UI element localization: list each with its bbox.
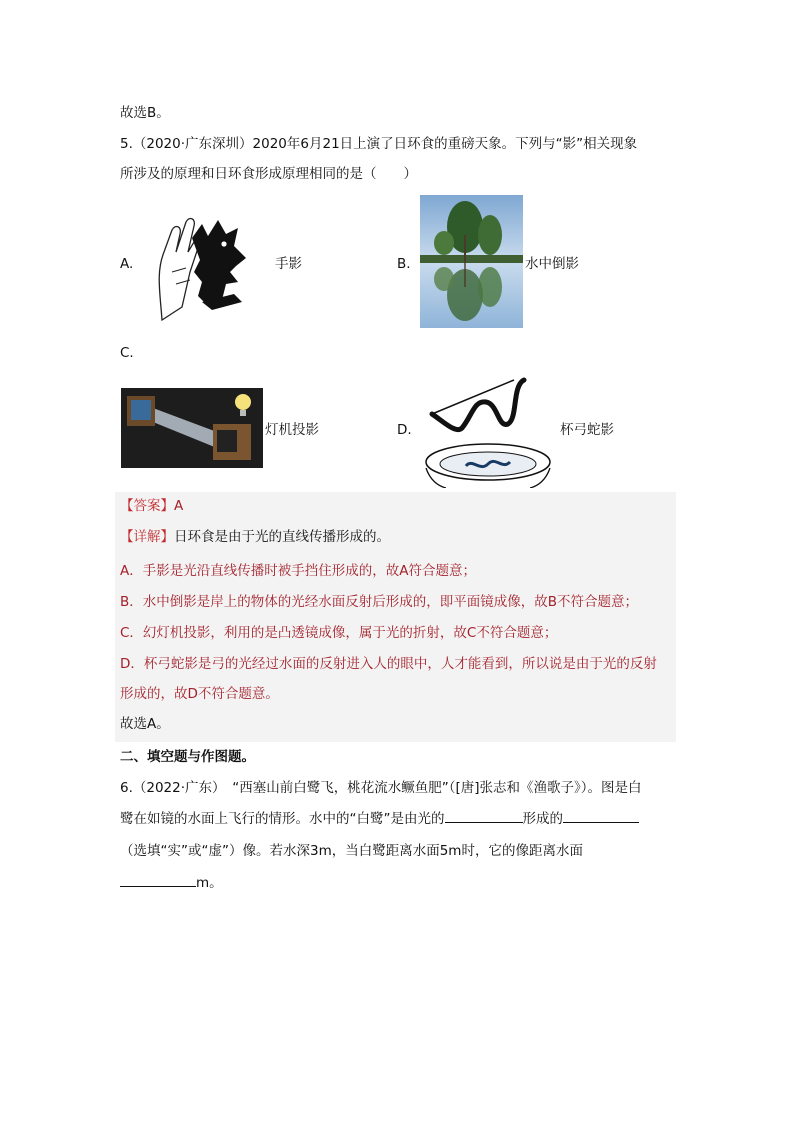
- analysis-b: B．水中倒影是岸上的物体的光经水面反射后形成的，即平面镜成像，故B不符合题意；: [120, 594, 639, 610]
- analysis-c: C．幻灯机投影，利用的是凸透镜成像，属于光的折射，故C不符合题意；: [120, 625, 558, 641]
- detail-line: [120, 527, 390, 547]
- q6-line4-unit: m。: [196, 875, 223, 891]
- projector-photo: [121, 388, 263, 468]
- option-a-letter: A.: [120, 256, 134, 272]
- option-c-letter: C.: [120, 345, 134, 361]
- answer-value: A: [174, 498, 184, 514]
- detail-text: 日环食是由于光的直线传播形成的。: [174, 529, 390, 545]
- q6-stem-line3: （选填“实”或“虚”）像。若水深3m，当白鹭距离水面5m时，它的像距离水面: [120, 843, 583, 859]
- option-b-caption: 水中倒影: [525, 256, 579, 272]
- answer-tag: 【答案】: [120, 498, 174, 514]
- water-reflection-photo: [420, 195, 523, 328]
- q6-line2-part2: 形成的: [522, 811, 563, 827]
- q5-stem-line1: 5.（2020·广东深圳）2020年6月21日上演了日环食的重磅天象。下列与“影”相关现象: [120, 136, 638, 152]
- section-title: 二、填空题与作图题。: [120, 749, 255, 765]
- q6-stem-line1: 6.（2022·广东） “西塞山前白鹭飞，桃花流水鳜鱼肥”（[唐]张志和《渔歌子》）。图是白: [120, 780, 642, 796]
- option-d-letter: D.: [397, 422, 412, 438]
- hand-shadow-figure: [142, 212, 260, 327]
- prev-answer: 故选B。: [120, 105, 170, 121]
- final-answer: 故选A。: [120, 716, 170, 732]
- q5-stem-line2: 所涉及的原理和日环食形成原理相同的是（ ）: [120, 166, 417, 182]
- q6-line2-part1: 鹭在如镜的水面上飞行的情形。水中的“白鹭”是由光的: [120, 811, 445, 827]
- cup-bow-snake-figure: [418, 372, 558, 488]
- option-a-caption: 手影: [275, 256, 302, 272]
- option-c-caption: 灯机投影: [265, 422, 319, 438]
- detail-tag: 【详解】: [120, 529, 174, 545]
- q6-stem-line2: [120, 808, 639, 829]
- analysis-d-line1: D．杯弓蛇影是弓的光经过水面的反射进入人的眼中，人才能看到，所以说是由于光的反射: [120, 656, 657, 672]
- blank-3[interactable]: [120, 872, 196, 887]
- option-d-caption: 杯弓蛇影: [560, 422, 614, 438]
- blank-1[interactable]: [445, 808, 523, 823]
- option-b-letter: B.: [397, 256, 411, 272]
- analysis-d-line2: 形成的，故D不符合题意。: [120, 686, 279, 702]
- analysis-a: A．手影是光沿直线传播时被手挡住形成的，故A符合题意；: [120, 563, 476, 579]
- answer-line: [120, 496, 183, 516]
- q6-stem-line4: [120, 872, 223, 893]
- blank-2[interactable]: [563, 808, 639, 823]
